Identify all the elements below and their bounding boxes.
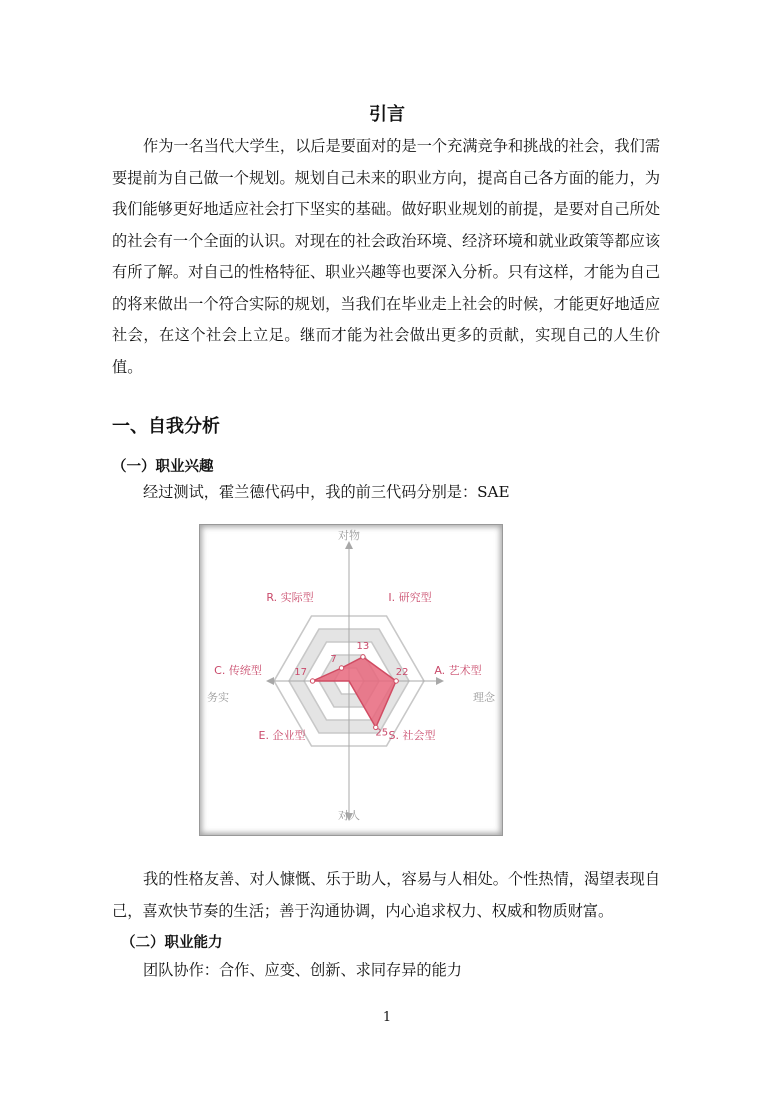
holland-code-text: 经过测试，霍兰德代码中，我的前三代码分别是：SAE (143, 483, 510, 501)
radar-category-label: I. 研究型 (388, 591, 432, 604)
left-arrow-icon (266, 677, 274, 685)
subheading-career-interest: （一）职业兴趣 (112, 459, 214, 475)
radar-value-label: 13 (356, 640, 370, 652)
right-arrow-icon (436, 677, 444, 685)
radar-value-label: 22 (395, 667, 409, 678)
radar-data-point (310, 679, 314, 683)
axis-label-bottom: 对人 (338, 809, 360, 822)
holland-radar-chart (199, 524, 503, 836)
radar-data-point (361, 655, 365, 659)
radar-chart-svg (200, 525, 502, 835)
page-number: 1 (382, 1010, 392, 1025)
radar-category-label: R. 实际型 (266, 591, 314, 604)
section-heading-self-analysis: 一、自我分析 (112, 416, 220, 437)
radar-data-point (394, 679, 398, 683)
axis-label-right: 理念 (473, 691, 495, 704)
radar-category-label: C. 传统型 (214, 664, 262, 677)
radar-value-label: 25 (375, 727, 389, 739)
intro-paragraph: 作为一名当代大学生，以后是要面对的是一个充满竞争和挑战的社会，我们需要提前为自己做一个规划。规划自己未来的职业方向，提高自己各方面的能力，为我们能够更好地适应社会打下坚实的基础。做好职业规划的前提，是要对自己所处的社会有一个全面的认识。对现在的社会政治环境、经济环境和就业政策等都应该有所了解。对自己的性格特征、职业兴趣等也要深入分析。只有这样，才能为自己的将来做出一个符合实际的规划，当我们在毕业走上社会的时候，才能更好地适应社会，在这个社会上立足。继而才能为社会做出更多的贡献，实现自己的人生价值。 (112, 137, 660, 376)
radar-value-label: 17 (294, 667, 307, 678)
axis-label-left: 务实 (207, 691, 229, 704)
radar-data-point (339, 666, 343, 670)
radar-category-label: S. 社会型 (388, 729, 436, 742)
personality-paragraph: 我的性格友善、对人慷慨、乐于助人，容易与人相处。个性热情，渴望表现自己，喜欢快节奏的生活；善于沟通协调，内心追求权力、权威和物质财富。 (112, 870, 660, 920)
radar-value-label: 7 (330, 654, 337, 666)
teamwork-text: 团队协作：合作、应变、创新、求同存异的能力 (143, 961, 462, 979)
radar-category-label: A. 艺术型 (434, 664, 482, 677)
up-arrow-icon (345, 541, 353, 549)
subheading-career-ability: （二）职业能力 (121, 935, 223, 951)
page-title: 引言 (369, 104, 405, 125)
radar-category-label: E. 企业型 (258, 729, 306, 742)
axis-label-top: 对物 (338, 529, 360, 542)
